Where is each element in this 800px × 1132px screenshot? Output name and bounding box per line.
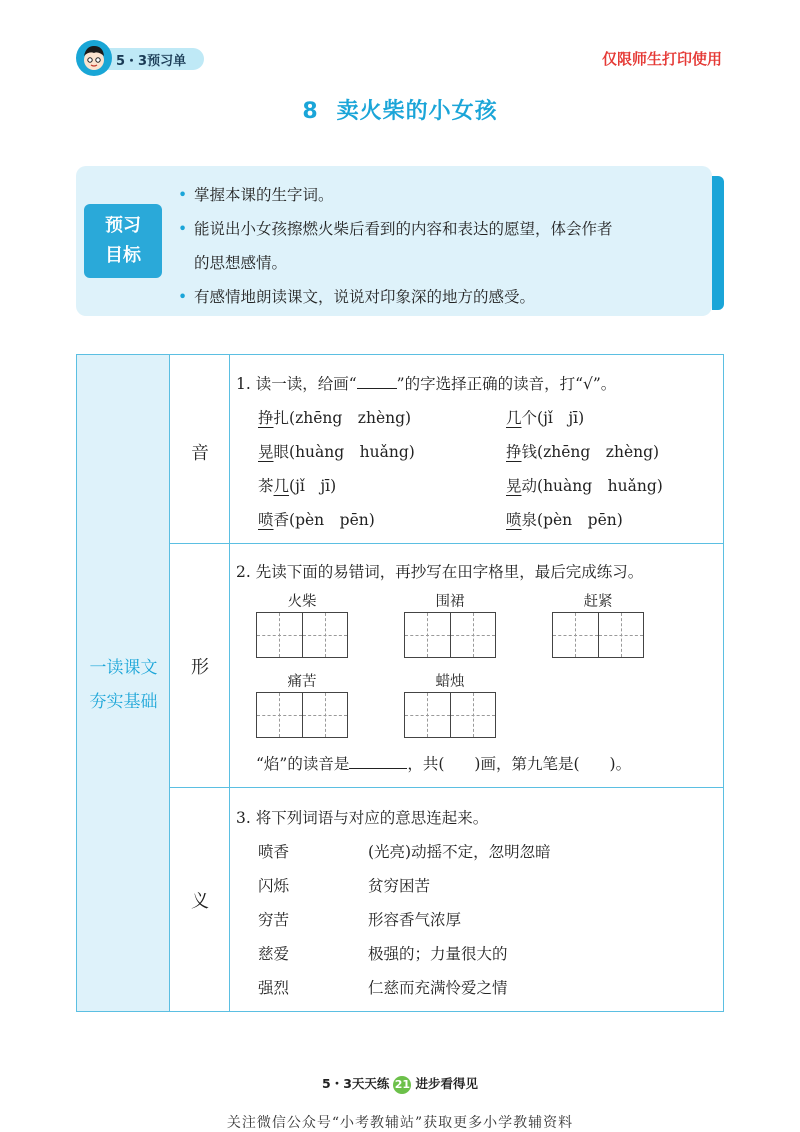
section-label-line1: 一读课文 bbox=[89, 658, 158, 678]
lesson-title bbox=[0, 94, 800, 125]
lesson-number: 8 bbox=[302, 99, 319, 124]
plain-char: 茶 bbox=[258, 477, 274, 495]
grid-cell[interactable] bbox=[598, 613, 644, 657]
goals-tag bbox=[84, 204, 162, 278]
word-label: 围裙 bbox=[435, 594, 465, 610]
goals-tag-line1: 预习 bbox=[105, 215, 141, 236]
match-meaning[interactable]: 形容香气浓厚 bbox=[368, 911, 462, 929]
page-number: 21 bbox=[393, 1076, 411, 1094]
q1-suffix: ”的字选择正确的读音，打“√”。 bbox=[396, 375, 617, 393]
underlined-char: 几 bbox=[506, 409, 522, 427]
lesson-name: 卖火柴的小女孩 bbox=[336, 99, 498, 124]
badge-text: 5・3预习单 bbox=[116, 54, 187, 69]
underlined-char: 喷 bbox=[258, 511, 274, 529]
pinyin-options: (jǐ jī) bbox=[289, 477, 337, 495]
match-meaning[interactable]: (光亮)动摇不定，忽明忽暗 bbox=[368, 843, 551, 861]
word-label: 蜡烛 bbox=[435, 674, 465, 690]
pinyin-options: 个(jǐ jī) bbox=[521, 409, 585, 427]
pinyin-item[interactable] bbox=[506, 508, 623, 530]
word-label: 火柴 bbox=[287, 594, 317, 610]
category-sound: 音 bbox=[191, 443, 209, 464]
goal-item bbox=[178, 212, 708, 280]
match-word[interactable]: 慈爱 bbox=[258, 945, 290, 963]
pinyin-item[interactable] bbox=[258, 474, 336, 496]
grid-cell[interactable] bbox=[257, 613, 302, 657]
underlined-char: 晃 bbox=[258, 443, 274, 461]
grid-cell[interactable] bbox=[450, 613, 496, 657]
question-1 bbox=[236, 372, 616, 394]
mascot-avatar bbox=[76, 40, 112, 76]
category-meaning: 义 bbox=[191, 891, 209, 912]
pinyin-options: 扎(zhēng zhèng) bbox=[273, 409, 412, 427]
match-meaning[interactable]: 仁慈而充满怜爱之情 bbox=[368, 979, 508, 997]
header-badge bbox=[76, 40, 206, 76]
q1-underline-sample bbox=[357, 375, 397, 389]
tianzige-grid[interactable] bbox=[404, 612, 496, 658]
underlined-char: 挣 bbox=[506, 443, 522, 461]
goals-list bbox=[178, 178, 708, 314]
section-label bbox=[77, 651, 170, 719]
goal-item-text: 能说出小女孩擦燃火柴后看到的内容和表达的愿望，体会作者 bbox=[194, 220, 613, 238]
pinyin-options: 动(huàng huǎng) bbox=[521, 477, 663, 495]
grid-cell[interactable] bbox=[405, 613, 450, 657]
grid-cell[interactable] bbox=[450, 693, 496, 737]
pinyin-item[interactable] bbox=[258, 440, 415, 462]
word-label: 痛苦 bbox=[287, 674, 317, 690]
pinyin-item[interactable] bbox=[506, 406, 584, 428]
grid-cell[interactable] bbox=[257, 693, 302, 737]
tianzige-grid[interactable] bbox=[256, 692, 348, 738]
goals-edge bbox=[712, 176, 724, 310]
pinyin-options: 泉(pèn pēn) bbox=[521, 511, 623, 529]
fill-text: ，共( bbox=[407, 755, 445, 773]
word-label: 赶紧 bbox=[583, 594, 613, 610]
question-2: 2. 先读下面的易错词，再抄写在田字格里，最后完成练习。 bbox=[236, 563, 644, 581]
fill-in-sentence bbox=[256, 752, 631, 774]
goals-tag-line2: 目标 bbox=[105, 245, 141, 266]
match-word[interactable]: 强烈 bbox=[258, 979, 290, 997]
grid-cell[interactable] bbox=[405, 693, 450, 737]
match-word[interactable]: 喷香 bbox=[258, 843, 290, 861]
tianzige-grid[interactable] bbox=[552, 612, 644, 658]
tianzige-grid[interactable] bbox=[256, 612, 348, 658]
q1-prefix: 1. 读一读，给画“ bbox=[236, 375, 357, 393]
match-meaning[interactable]: 极强的；力量很大的 bbox=[368, 945, 508, 963]
underlined-char: 挣 bbox=[258, 409, 274, 427]
row-divider bbox=[170, 787, 723, 788]
page-footer bbox=[0, 1074, 800, 1094]
footer-brand: 5・3天天练 bbox=[322, 1076, 390, 1091]
match-word[interactable]: 闪烁 bbox=[258, 877, 290, 895]
grid-cell[interactable] bbox=[302, 613, 348, 657]
fill-text: “焰”的读音是 bbox=[256, 755, 350, 773]
pinyin-options: 钱(zhēng zhèng) bbox=[521, 443, 660, 461]
goal-item: • 掌握本课的生字词。 bbox=[178, 178, 708, 212]
goal-item: • 有感情地朗读课文，说说对印象深的地方的感受。 bbox=[178, 280, 708, 314]
question-3: 3. 将下列词语与对应的意思连起来。 bbox=[236, 809, 489, 827]
pinyin-item[interactable] bbox=[258, 508, 375, 530]
category-shape: 形 bbox=[191, 657, 209, 678]
goal-item-cont: 的思想感情。 bbox=[194, 254, 288, 272]
pinyin-item[interactable] bbox=[506, 440, 659, 462]
tianzige-grid[interactable] bbox=[404, 692, 496, 738]
wechat-notice: 关注微信公众号“小考教辅站”获取更多小学教辅资料 bbox=[226, 1115, 574, 1131]
print-stamp: 仅限师生打印使用 bbox=[601, 50, 722, 68]
match-meaning[interactable]: 贫穷困苦 bbox=[368, 877, 431, 895]
grid-cell[interactable] bbox=[302, 693, 348, 737]
pinyin-item[interactable] bbox=[506, 474, 663, 496]
blank-pinyin[interactable] bbox=[349, 755, 407, 769]
section-label-line2: 夯实基础 bbox=[89, 692, 158, 712]
match-word[interactable]: 穷苦 bbox=[258, 911, 290, 929]
fill-text: )画，第九笔是( bbox=[474, 755, 580, 773]
underlined-char: 几 bbox=[273, 477, 290, 495]
row-divider bbox=[170, 543, 723, 544]
underlined-char: 喷 bbox=[506, 511, 522, 529]
section-column bbox=[77, 355, 170, 1011]
pinyin-options: 眼(huàng huǎng) bbox=[273, 443, 415, 461]
grid-cell[interactable] bbox=[553, 613, 598, 657]
underlined-char: 晃 bbox=[506, 477, 522, 495]
pinyin-item[interactable] bbox=[258, 406, 411, 428]
mascot-face-icon bbox=[76, 40, 112, 76]
fill-text: )。 bbox=[609, 755, 632, 773]
pinyin-options: 香(pèn pēn) bbox=[273, 511, 375, 529]
footer-slogan: 进步看得见 bbox=[415, 1076, 478, 1091]
